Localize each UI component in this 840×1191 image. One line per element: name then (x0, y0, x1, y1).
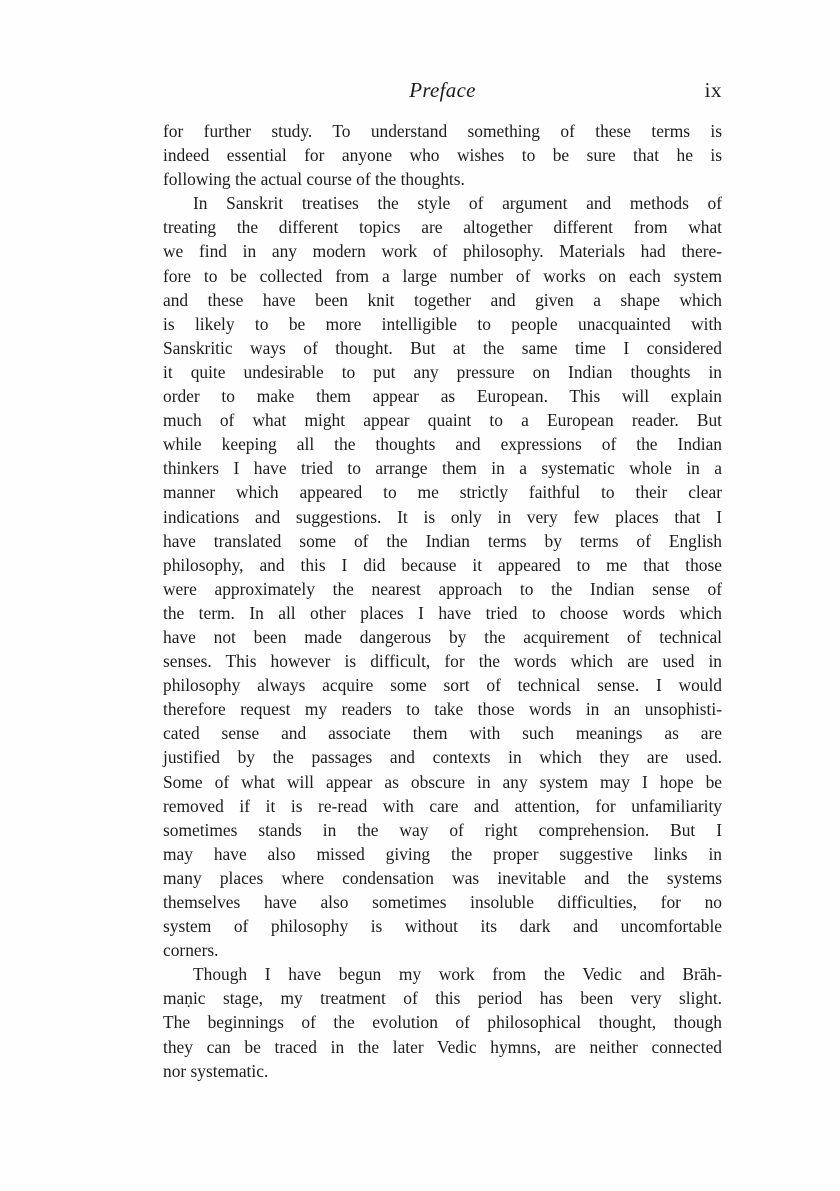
text-line: have translated some of the Indian terms by terms of English (163, 530, 722, 551)
text-line: system of philosophy is without its dark and uncomfortable (163, 916, 722, 937)
text-line: while keeping all the thoughts and expressions of the Indian (163, 434, 722, 455)
text-line: thinkers I have tried to arrange them in a systematic whole in a (163, 458, 722, 479)
text-line: were approximately the nearest approach to the Indian sense of (163, 578, 722, 599)
text-line: may have also missed giving the proper suggestive links in (163, 843, 722, 864)
text-line: following the actual course of the thoughts. (163, 169, 465, 190)
text-line: Though I have begun my work from the Vedic and Brāh- (193, 964, 722, 985)
text-line: they can be traced in the later Vedic hymns, are neither connected (163, 1036, 722, 1057)
text-line: the term. In all other places I have tried to choose words which (163, 602, 722, 623)
running-title: Preface (409, 78, 476, 102)
running-head (163, 74, 722, 106)
text-line: fore to be collected from a large number of works on each system (163, 265, 722, 286)
text-line: philosophy always acquire some sort of technical sense. I would (163, 675, 722, 696)
page-number: ix (704, 78, 722, 102)
text-line: philosophy, and this I did because it appeared to me that those (163, 554, 722, 575)
text-line: order to make them appear as European. This will explain (163, 386, 722, 407)
text-line: Some of what will appear as obscure in any system may I hope be (163, 771, 722, 792)
text-line: for further study. To understand something of these terms is (163, 121, 722, 141)
text-line: is likely to be more intelligible to people unacquainted with (163, 313, 722, 334)
text-line: sometimes stands in the way of right comprehension. But I (163, 819, 722, 840)
text-line: many places where condensation was inevitable and the systems (163, 867, 722, 888)
text-line: maṇic stage, my treatment of this period has been very slight. (163, 988, 722, 1009)
text-line: we find in any modern work of philosophy. Materials had there- (163, 241, 722, 262)
text-line: cated sense and associate them with such meanings as are (163, 723, 722, 744)
text-line: indications and suggestions. It is only in very few places that I (163, 506, 722, 527)
text-line: removed if it is re-read with care and attention, for unfamiliarity (163, 795, 722, 816)
body-text (163, 119, 722, 1083)
text-line: justified by the passages and contexts in which they are used. (163, 747, 722, 768)
text-line: themselves have also sometimes insoluble difficulties, for no (163, 892, 722, 912)
text-line: Sanskritic ways of thought. But at the same time I considered (163, 337, 722, 358)
text-line: have not been made dangerous by the acquirement of technical (163, 626, 722, 647)
text-line: In Sanskrit treatises the style of argument and methods of (193, 193, 722, 214)
text-line: nor systematic. (163, 1060, 269, 1081)
text-line: therefore request my readers to take those words in an unsophisti- (163, 699, 722, 720)
text-line: it quite undesirable to put any pressure on Indian thoughts in (163, 361, 722, 382)
text-line: manner which appeared to me strictly faithful to their clear (163, 482, 722, 503)
text-line: much of what might appear quaint to a European reader. But (163, 410, 722, 431)
text-line: indeed essential for anyone who wishes to be sure that he is (163, 145, 722, 166)
text-line: corners. (163, 940, 219, 961)
text-line: The beginnings of the evolution of philosophical thought, though (163, 1012, 722, 1033)
text-line: senses. This however is difficult, for the words which are used in (163, 651, 722, 672)
text-line: treating the different topics are altogether different from what (163, 217, 722, 238)
text-line: and these have been knit together and given a shape which (163, 289, 722, 310)
